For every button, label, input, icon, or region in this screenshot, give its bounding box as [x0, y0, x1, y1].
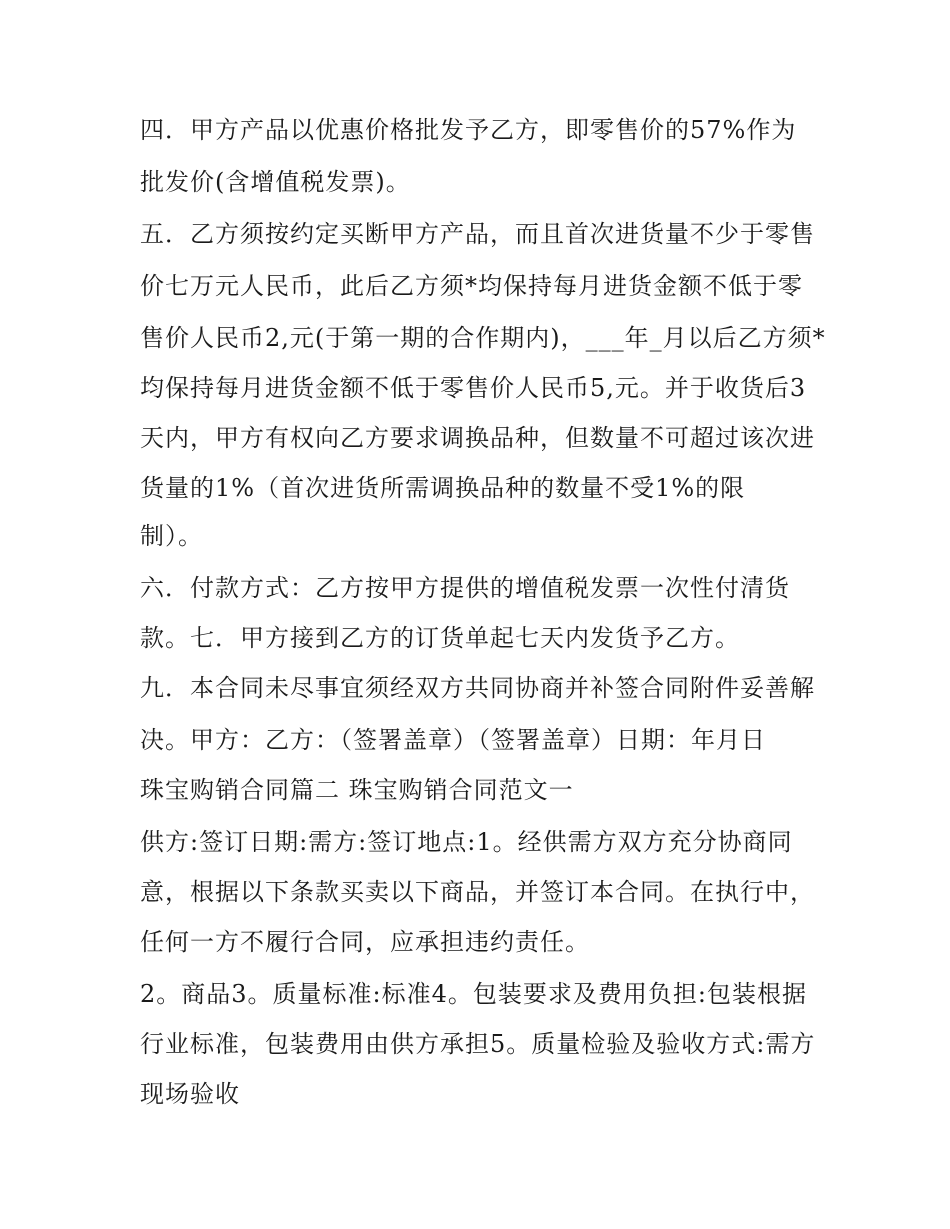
text-line: 款。七．甲方接到乙方的订货单起七天内发货予乙方。	[140, 624, 740, 652]
text-line: 五．乙方须按约定买断甲方产品，而且首次进货量不少于零售	[140, 220, 815, 248]
text-line: 决。甲方：乙方：（签署盖章）（签署盖章）日期：年月日	[140, 726, 766, 754]
text-line: 制）。	[140, 522, 203, 550]
text-line: 售价人民币2,元(于第一期的合作期内)，___年_月以后乙方须*	[140, 324, 826, 352]
text-line: 2。商品3。质量标准:标准4。包装要求及费用负担:包装根据	[140, 980, 807, 1008]
text-line: 现场验收	[140, 1080, 240, 1108]
text-line: 行业标准，包装费用由供方承担5。质量检验及验收方式:需方	[140, 1030, 816, 1058]
text-line: 批发价(含增值税发票)。	[140, 168, 411, 196]
section-heading: 珠宝购销合同篇二 珠宝购销合同范文一	[140, 776, 574, 804]
text-line: 供方:签订日期:需方:签订地点:1。经供需方双方充分协商同	[140, 828, 793, 856]
text-line: 意，根据以下条款买卖以下商品，并签订本合同。在执行中，	[140, 878, 815, 906]
text-line: 天内，甲方有权向乙方要求调换品种，但数量不可超过该次进	[140, 424, 815, 452]
text-line: 九．本合同未尽事宜须经双方共同协商并补签合同附件妥善解	[140, 674, 815, 702]
text-line: 价七万元人民币，此后乙方须*均保持每月进货金额不低于零	[140, 272, 803, 300]
text-line: 四．甲方产品以优惠价格批发予乙方，即零售价的57%作为	[140, 116, 797, 144]
text-line: 均保持每月进货金额不低于零售价人民币5,元。并于收货后3	[140, 374, 807, 402]
text-line: 任何一方不履行合同，应承担违约责任。	[140, 928, 590, 956]
text-line: 六．付款方式：乙方按甲方提供的增值税发票一次性付清货	[140, 574, 790, 602]
text-line: 货量的1%（首次进货所需调换品种的数量不受1%的限	[140, 474, 746, 502]
